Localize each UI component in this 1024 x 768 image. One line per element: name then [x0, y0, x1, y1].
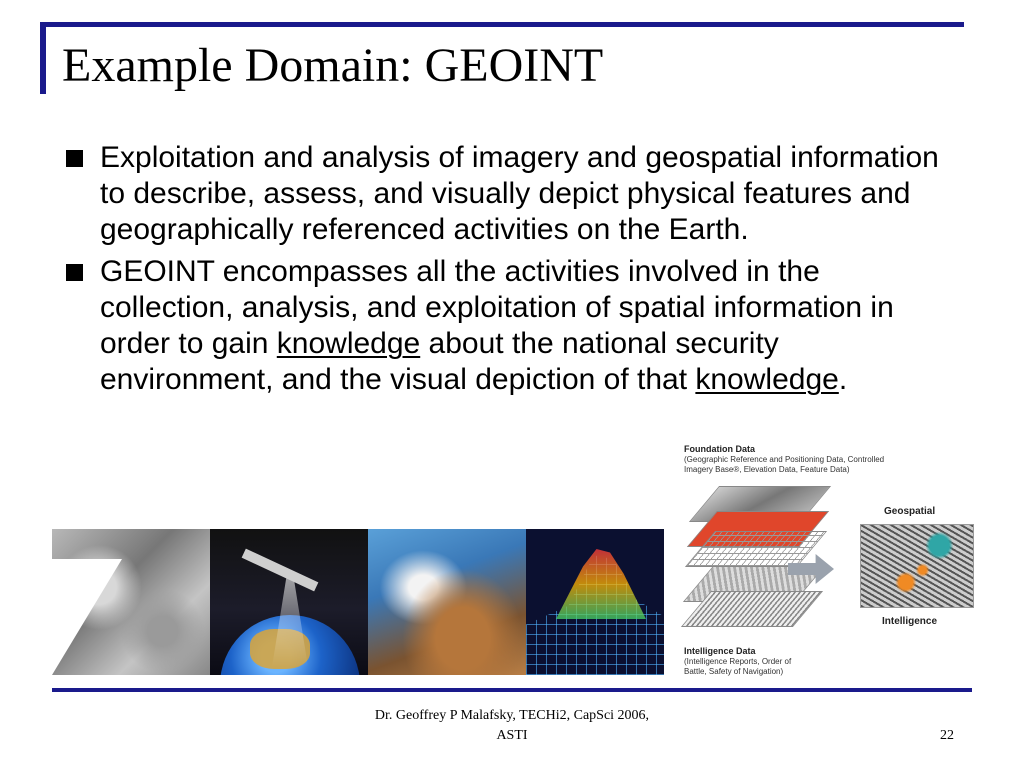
bullet-item: [66, 254, 956, 398]
terrain-image: [52, 529, 210, 675]
elevation-mesh-image: [526, 529, 667, 675]
intelligence-data-desc: Battle, Safety of Navigation): [684, 667, 784, 676]
slide-title: Example Domain: GEOINT: [62, 39, 604, 92]
page-number: 22: [940, 728, 954, 743]
footer-credit: [330, 706, 694, 746]
intelligence-data-title: Intelligence Data: [684, 646, 756, 656]
bullet-item: [66, 140, 956, 248]
earth-surface-image: [368, 529, 526, 675]
bullet-text-part: .: [838, 363, 848, 396]
title-top-rule: [40, 22, 964, 27]
bullet-text: Exploitation and analysis of imagery and geospatial information to describe, assess, and visually depict physical features and geographically referenced activities on the Earth.: [100, 141, 939, 246]
foundation-data-desc: Imagery Base®, Elevation Data, Feature Data): [684, 465, 850, 474]
satellite-image: [210, 529, 368, 675]
intelligence-label: Intelligence: [882, 616, 938, 627]
knowledge-link[interactable]: knowledge: [695, 363, 839, 396]
square-bullet-icon: [66, 150, 83, 167]
bullet-list: [66, 140, 956, 404]
bullet-text-part: about the national security environment, and the visual depiction of that: [100, 327, 779, 396]
image-strip: [52, 529, 667, 675]
knowledge-link[interactable]: knowledge: [276, 327, 421, 360]
footer-line: ASTI: [496, 728, 528, 743]
footer-rule: [52, 688, 972, 692]
foundation-data-title: Foundation Data: [684, 444, 755, 454]
bullet-text-part: GEOINT encompasses all the activities involved in the collection, analysis, and exploitation of spatial information in order to gain: [100, 255, 894, 360]
geoint-diagram: [664, 436, 999, 676]
geospatial-intelligence-image: [860, 524, 974, 608]
title-left-rule: [40, 22, 46, 94]
intelligence-data-desc: (Intelligence Reports, Order of: [684, 657, 792, 666]
footer-line: Dr. Geoffrey P Malafsky, TECHi2, CapSci 2006,: [374, 708, 650, 723]
square-bullet-icon: [66, 264, 83, 281]
foundation-data-desc: (Geographic Reference and Positioning Data, Controlled: [684, 455, 885, 464]
geospatial-label: Geospatial: [884, 506, 936, 517]
